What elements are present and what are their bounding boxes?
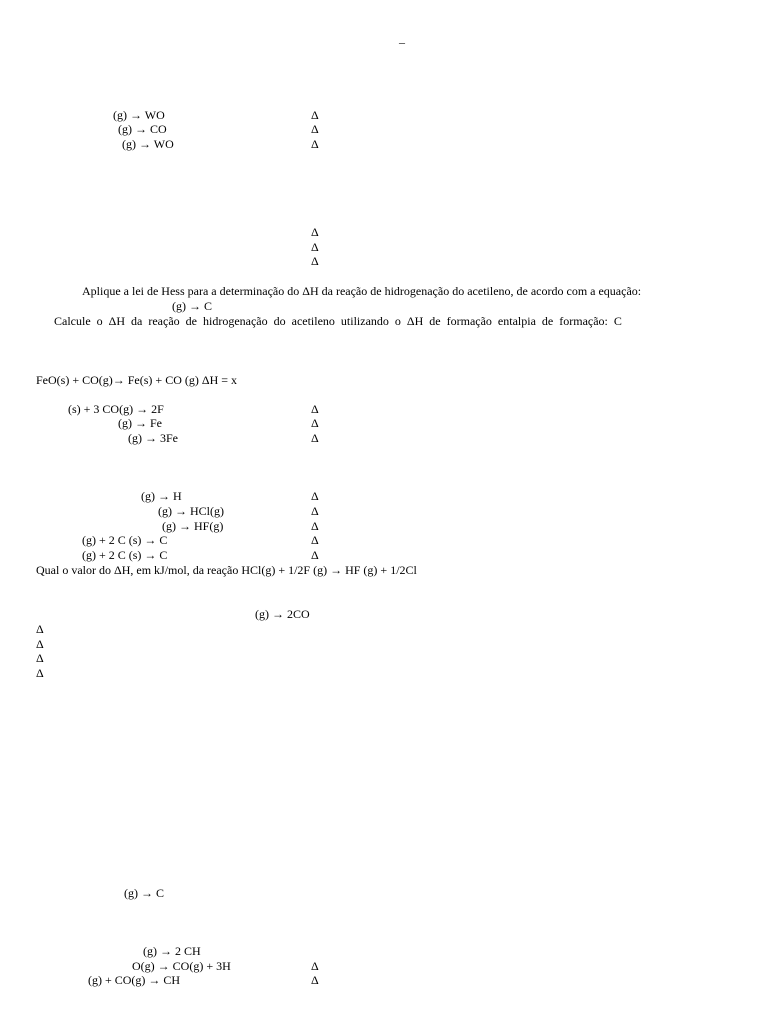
delta-symbol: Δ <box>36 622 44 636</box>
equation-line: (g) + 2 C (s) → C <box>82 548 168 562</box>
delta-symbol: Δ <box>311 489 319 503</box>
header-dash: – <box>399 35 405 49</box>
equation-line: (s) + 3 CO(g) → 2F <box>68 402 164 416</box>
equation-line: (g) → HF(g) <box>162 519 224 533</box>
delta-symbol: Δ <box>311 548 319 562</box>
hess-calc-text: Calcule o ΔH da reação de hidrogenação do acetileno utilizando o ΔH de formação entalpia de formação: C <box>54 314 622 328</box>
equation-line: (g) → Fe <box>118 416 162 430</box>
delta-symbol: Δ <box>311 533 319 547</box>
hess-instruction: Aplique a lei de Hess para a determinação do ΔH da reação de hidrogenação do acetileno, de acordo com a equação: <box>82 284 642 298</box>
equation-line: (g) → HCl(g) <box>158 504 224 518</box>
delta-symbol: Δ <box>311 402 319 416</box>
equation-line: (g) → C <box>124 886 164 900</box>
delta-symbol: Δ <box>36 651 44 665</box>
equation-line: (g) → WO <box>122 137 174 151</box>
delta-symbol: Δ <box>311 431 319 445</box>
delta-symbol: Δ <box>36 637 44 651</box>
delta-symbol: Δ <box>36 666 44 680</box>
delta-symbol: Δ <box>311 519 319 533</box>
equation-line: (g) → H <box>141 489 182 503</box>
equation-line: (g) → CO <box>118 122 167 136</box>
equation-line: (g) → 2 CH <box>143 944 201 958</box>
delta-symbol: Δ <box>311 122 319 136</box>
hf-question: Qual o valor do ΔH, em kJ/mol, da reação HCl(g) + 1/2F (g) → HF (g) + 1/2Cl <box>36 563 417 577</box>
equation-line: (g) + 2 C (s) → C <box>82 533 168 547</box>
delta-symbol: Δ <box>311 504 319 518</box>
equation-line: (g) → C <box>172 299 212 313</box>
delta-symbol: Δ <box>311 240 319 254</box>
delta-symbol: Δ <box>311 973 319 987</box>
delta-symbol: Δ <box>311 254 319 268</box>
delta-symbol: Δ <box>311 416 319 430</box>
equation-line: (g) + CO(g) → CH <box>88 973 181 987</box>
equation-line: O(g) → CO(g) + 3H <box>132 959 231 973</box>
equation-line: (g) → 3Fe <box>128 431 178 445</box>
equation-line: (g) → 2CO <box>255 607 310 621</box>
delta-symbol: Δ <box>311 108 319 122</box>
feo-main-equation: FeO(s) + CO(g)→ Fe(s) + CO (g) ΔH = x <box>36 373 237 387</box>
equation-line: (g) → WO <box>113 108 165 122</box>
delta-symbol: Δ <box>311 959 319 973</box>
delta-symbol: Δ <box>311 225 319 239</box>
delta-symbol: Δ <box>311 137 319 151</box>
